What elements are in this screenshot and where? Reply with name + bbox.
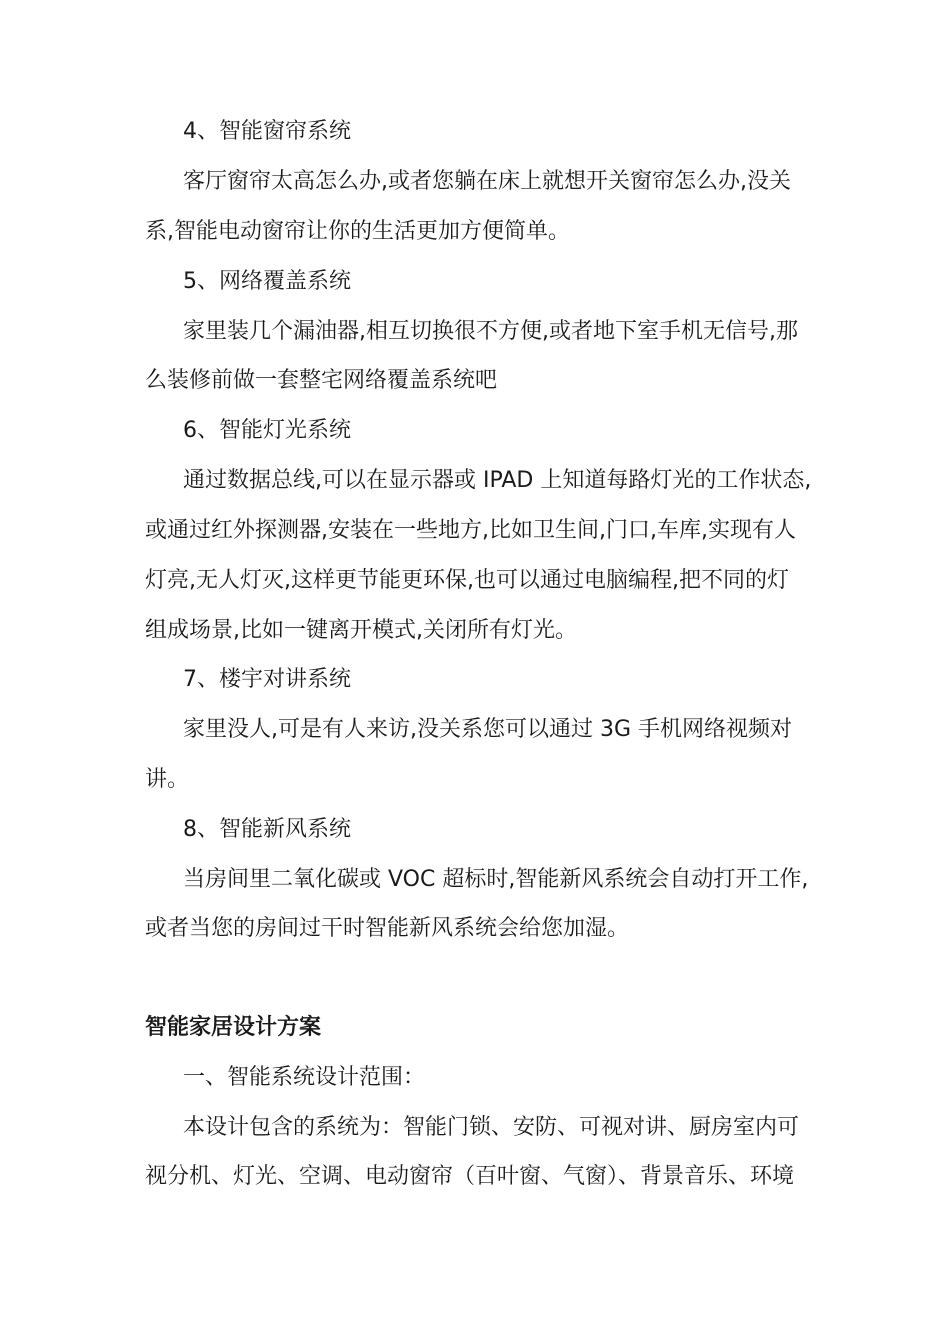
paragraph-line: 本设计包含的系统为：智能门锁、安防、可视对讲、厨房室内可 xyxy=(183,1115,800,1140)
paragraph-line: 系,智能电动窗帘让你的生活更加方便简单。 xyxy=(145,219,570,244)
section-heading-intercom: 7、楼宇对讲系统 xyxy=(183,667,351,692)
paragraph-line: 么装修前做一套整宅网络覆盖系统吧 xyxy=(145,368,498,393)
paragraph-line: 当房间里二氧化碳或 VOC 超标时,智能新风系统会自动打开工作, xyxy=(183,867,809,892)
section-heading-lighting: 6、智能灯光系统 xyxy=(183,418,351,443)
paragraph-line: 客厅窗帘太高怎么办,或者您躺在床上就想开关窗帘怎么办,没关 xyxy=(183,169,791,194)
design-title: 智能家居设计方案 xyxy=(145,1015,322,1040)
paragraph-line: 家里装几个漏油器,相互切换很不方便,或者地下室手机无信号,那 xyxy=(183,319,798,344)
paragraph-line: 或者当您的房间过干时智能新风系统会给您加湿。 xyxy=(145,916,630,941)
paragraph-line: 讲。 xyxy=(145,767,190,792)
paragraph-line: 通过数据总线,可以在显示器或 IPAD 上知道每路灯光的工作状态, xyxy=(183,468,812,493)
section-heading-fresh-air: 8、智能新风系统 xyxy=(183,817,351,842)
section-heading-network: 5、网络覆盖系统 xyxy=(183,269,351,294)
paragraph-line: 或通过红外探测器,安装在一些地方,比如卫生间,门口,车库,实现有人 xyxy=(145,518,796,543)
paragraph-line: 家里没人,可是有人来访,没关系您可以通过 3G 手机网络视频对 xyxy=(183,717,793,742)
paragraph-line: 组成场景,比如一键离开模式,关闭所有灯光。 xyxy=(145,618,577,643)
section-heading-curtain: 4、智能窗帘系统 xyxy=(183,119,351,144)
paragraph-line: 视分机、灯光、空调、电动窗帘（百叶窗、气窗）、背景音乐、环境 xyxy=(145,1164,795,1189)
paragraph-line: 灯亮,无人灯灭,这样更节能更环保,也可以通过电脑编程,把不同的灯 xyxy=(145,568,789,593)
scope-heading: 一、智能系统设计范围： xyxy=(183,1065,426,1090)
